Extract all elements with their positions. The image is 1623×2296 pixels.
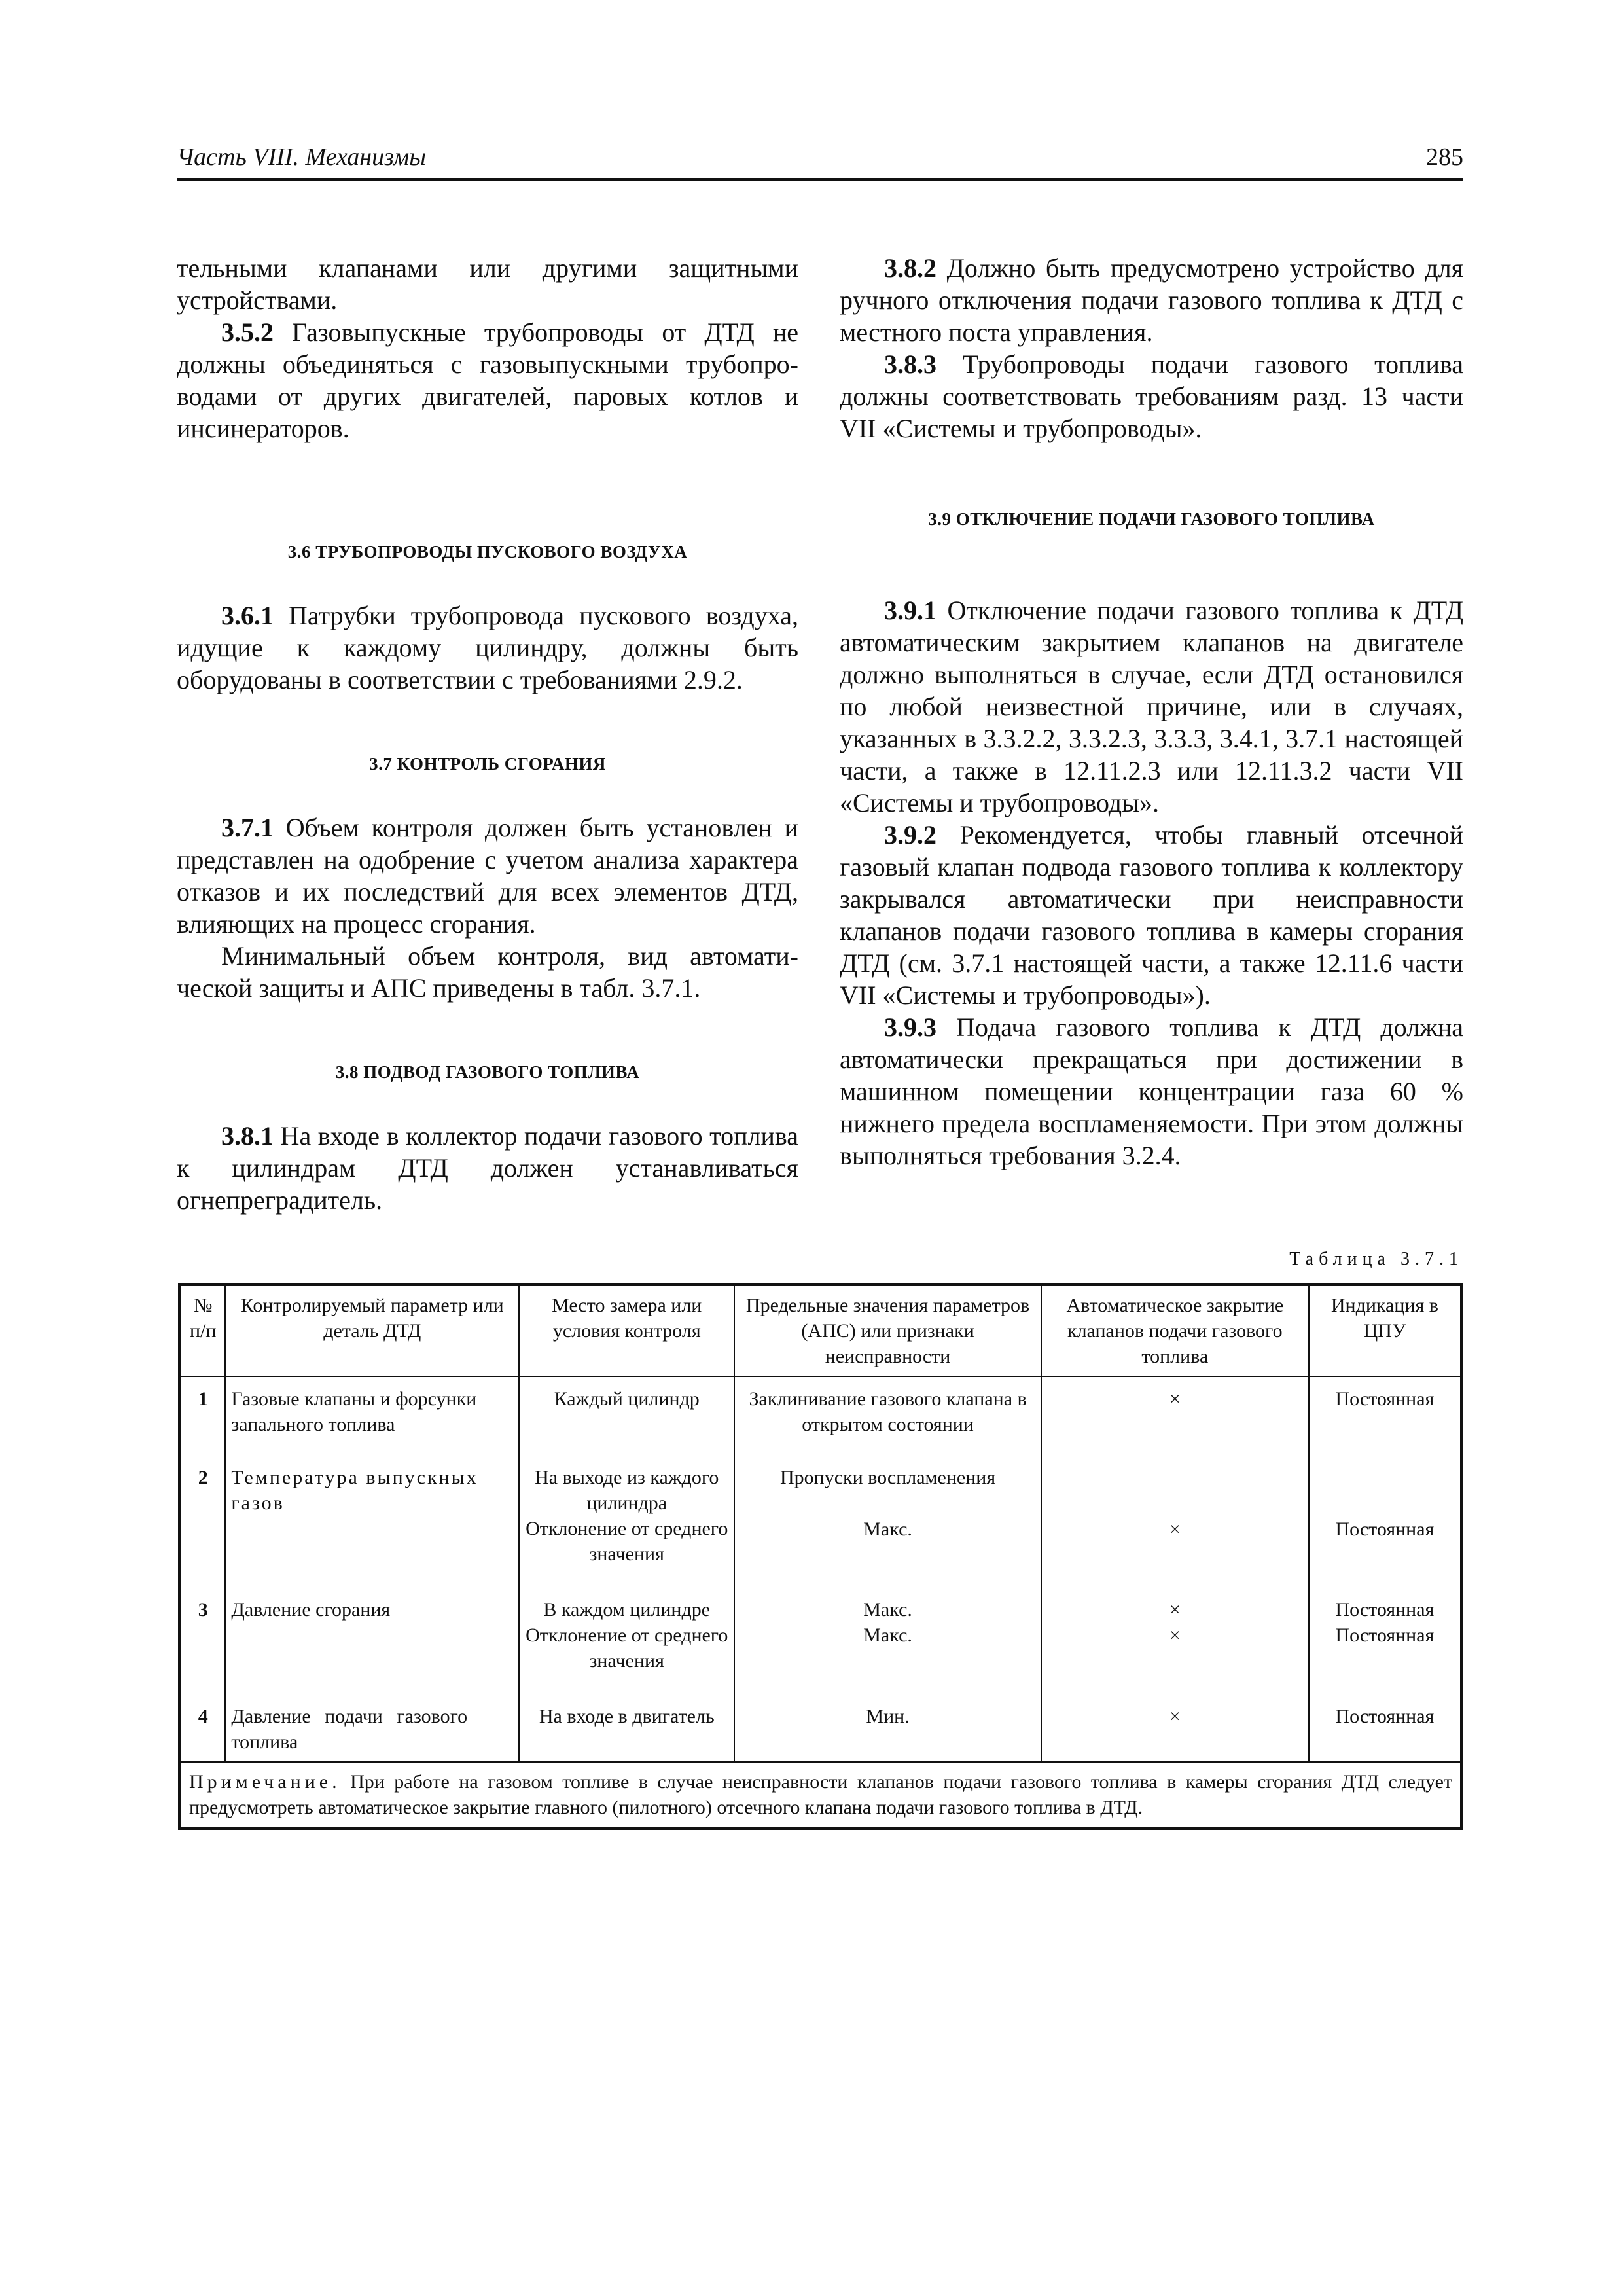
- table-note: [180, 1762, 1462, 1829]
- limit-line: Пропуски воспламенения: [780, 1467, 996, 1488]
- place-line: На выходе из каждого цилиндра: [535, 1467, 719, 1514]
- ind-line: Постоянная: [1335, 1599, 1435, 1621]
- clause-number: 3.9.3: [884, 1013, 936, 1042]
- header-parameter: Контролируемый параметр или деталь ДТД: [225, 1285, 519, 1377]
- row-parameter: Температура выпускных газов: [225, 1441, 519, 1571]
- row-number: 2: [180, 1441, 226, 1571]
- paragraph-3-8-2: [840, 252, 1463, 348]
- table-note-row: [180, 1762, 1462, 1829]
- row-limit: Заклинивание газового клапана в открытом состоянии: [734, 1376, 1041, 1441]
- section-heading-3-8: 3.8 ПОДВОД ГАЗОВОГО ТОПЛИВА: [335, 1062, 640, 1082]
- ind-line-2: Постоянная: [1335, 1518, 1435, 1540]
- clause-text: Отключение подачи газового топлива к ДТД автоматическим закрытием клапанов на двигателе должно выполняться в случае, если ДТД остановился по любой неизвестной причине, или в случаях, указанных в 3.3.2.2, 3.3.2.3, 3.3.3, 3.4.1, 3.7.1 настоящей части, а также в 12.11.2.3 или 12.11.3.2 части VII «Системы и трубопроводы».: [840, 596, 1463, 817]
- clause-number: 3.8.2: [884, 253, 936, 283]
- clause-number: 3.9.2: [884, 820, 936, 850]
- section-heading-3-7: 3.7 КОНТРОЛЬ СГОРАНИЯ: [369, 754, 606, 774]
- row-number: 1: [180, 1376, 226, 1441]
- header-place: Место замера или условия контроля: [519, 1285, 734, 1377]
- row-indication: [1309, 1441, 1462, 1571]
- section-heading-3-6: 3.6 ТРУБОПРОВОДЫ ПУСКОВОГО ВОЗДУХА: [287, 542, 688, 562]
- row-indication: [1309, 1571, 1462, 1677]
- paragraph-3-8-3: [840, 348, 1463, 444]
- paragraph-3-6-1: [177, 600, 798, 696]
- row-parameter: Газовые клапаны и форсунки запального топлива: [225, 1376, 519, 1441]
- paragraph-3-9-2: [840, 819, 1463, 1011]
- table-row: [180, 1677, 1462, 1762]
- page-number: 285: [1426, 143, 1463, 171]
- paragraph-cont: тельными клапанами или другими защитными устройствами.: [177, 253, 798, 315]
- header-limits: Предельные значения параметров (АПС) или признаки неисправности: [734, 1285, 1041, 1377]
- table-header-row: [180, 1285, 1462, 1377]
- row-place: Каждый цилиндр: [519, 1376, 734, 1441]
- header-number: № п/п: [180, 1285, 226, 1377]
- row-auto: [1041, 1441, 1309, 1571]
- limit-line-2: Макс.: [863, 1518, 912, 1540]
- place-line-2: Отклонение от среднего значения: [526, 1624, 728, 1672]
- clause-text: Трубопроводы подачи газового топлива должны соответствовать требованиям разд. 13 части VII «Системы и трубопроводы».: [840, 350, 1463, 443]
- table-row: [180, 1376, 1462, 1441]
- place-line-2: Отклонение от среднего значения: [526, 1518, 728, 1565]
- row-limit: [734, 1571, 1041, 1677]
- row-auto: ×: [1041, 1376, 1309, 1441]
- control-table: [178, 1283, 1463, 1830]
- place-line: В каждом цилиндре: [543, 1599, 711, 1621]
- clause-text: Рекомендуется, чтобы главный отсечной газовый клапан подвода газового топлива к коллектору закрывался автоматически при неисправности клапанов подачи газового топлива в камеры сгорания ДТД (см. 3.7.1 настоящей части, а также 12.11.6 части VII «Системы и трубопроводы»).: [840, 820, 1463, 1010]
- clause-number: 3.8.3: [884, 350, 936, 379]
- clause-text: Должно быть предусмотрено устройство для ручного отключения подачи газового топлива к ДТД с местного поста управления.: [840, 253, 1463, 347]
- note-text: При работе на газовом топливе в случае неисправности клапанов подачи газового топлива в камеры сгорания ДТД следует предусмотреть автоматическое закрытие главного (пилотного) отсечного клапана подачи газового топлива в ДТД.: [189, 1771, 1452, 1818]
- header-title: Часть VIII. Механизмы: [177, 143, 427, 171]
- row-indication: Постоянная: [1309, 1376, 1462, 1441]
- ind-line-2: Постоянная: [1335, 1624, 1435, 1646]
- clause-text: Подача газового топлива к ДТД должна автоматически прекращаться при достижении в машинном помещении концентрации газа 60 % нижнего предела воспламеняемости. При этом должны выполняться требования 3.2.4.: [840, 1013, 1463, 1170]
- clause-text: Объем контроля должен быть установлен и представлен на одобрение с учетом анализа характера отказов и их последствий для всех элементов ДТД, влияющих на процесс сгорания.: [177, 813, 798, 939]
- row-indication: Постоянная: [1309, 1677, 1462, 1762]
- paragraph-3-7-1b: Минимальный объем контроля, вид автоматической защиты и АПС приведены в табл. 3.7.1.: [177, 941, 798, 1003]
- clause-text: На входе в коллектор подачи газового топлива к цилиндрам ДТД должен устанавливаться огнепреградитель.: [177, 1121, 798, 1215]
- paragraph-3-8-1: [177, 1120, 798, 1216]
- row-place: На входе в двигатель: [519, 1677, 734, 1762]
- table-caption: Таблица 3.7.1: [1289, 1249, 1463, 1269]
- section-heading-3-9: 3.9 ОТКЛЮЧЕНИЕ ПОДАЧИ ГАЗОВОГО ТОПЛИВА: [928, 509, 1375, 529]
- limit-line-2: Макс.: [863, 1624, 912, 1646]
- row-limit: [734, 1441, 1041, 1571]
- running-header: [177, 143, 1463, 181]
- row-number: 3: [180, 1571, 226, 1677]
- row-number: 4: [180, 1677, 226, 1762]
- auto-line-2: ×: [1169, 1518, 1181, 1540]
- paragraph-3-5-2: [177, 316, 798, 444]
- left-column: [177, 252, 798, 1216]
- note-label: Примечание.: [189, 1771, 341, 1793]
- header-auto-close: Автоматическое закрытие клапанов подачи газового топлива: [1041, 1285, 1309, 1377]
- clause-number: 3.5.2: [221, 317, 274, 347]
- auto-line-2: ×: [1169, 1624, 1181, 1646]
- clause-number: 3.7.1: [221, 813, 274, 842]
- auto-line: ×: [1169, 1599, 1181, 1621]
- table-row: [180, 1571, 1462, 1677]
- paragraph-3-9-1: [840, 594, 1463, 819]
- header-indication: Индикация в ЦПУ: [1309, 1285, 1462, 1377]
- row-place: [519, 1571, 734, 1677]
- clause-text: Патрубки трубопровода пускового воздуха, идущие к каждому цилиндру, должны быть оборудованы в соответствии с требованиями 2.9.2.: [177, 601, 798, 694]
- table-row: [180, 1441, 1462, 1571]
- clause-number: 3.8.1: [221, 1121, 274, 1151]
- paragraph-3-9-3: [840, 1011, 1463, 1172]
- row-auto: [1041, 1571, 1309, 1677]
- right-column: [840, 252, 1463, 1172]
- row-parameter: Давление подачи газового топлива: [225, 1677, 519, 1762]
- row-limit: Мин.: [734, 1677, 1041, 1762]
- clause-number: 3.6.1: [221, 601, 274, 630]
- row-parameter: Давление сгорания: [225, 1571, 519, 1677]
- paragraph-3-7-1: [177, 812, 798, 940]
- clause-number: 3.9.1: [884, 596, 936, 625]
- clause-text: Газовыпускные трубопроводы от ДТД не должны объединяться с газовыпускными трубопроводами от других двигателей, паровых котлов и инсинераторов.: [177, 317, 798, 443]
- row-auto: ×: [1041, 1677, 1309, 1762]
- row-place: [519, 1441, 734, 1571]
- limit-line: Макс.: [863, 1599, 912, 1621]
